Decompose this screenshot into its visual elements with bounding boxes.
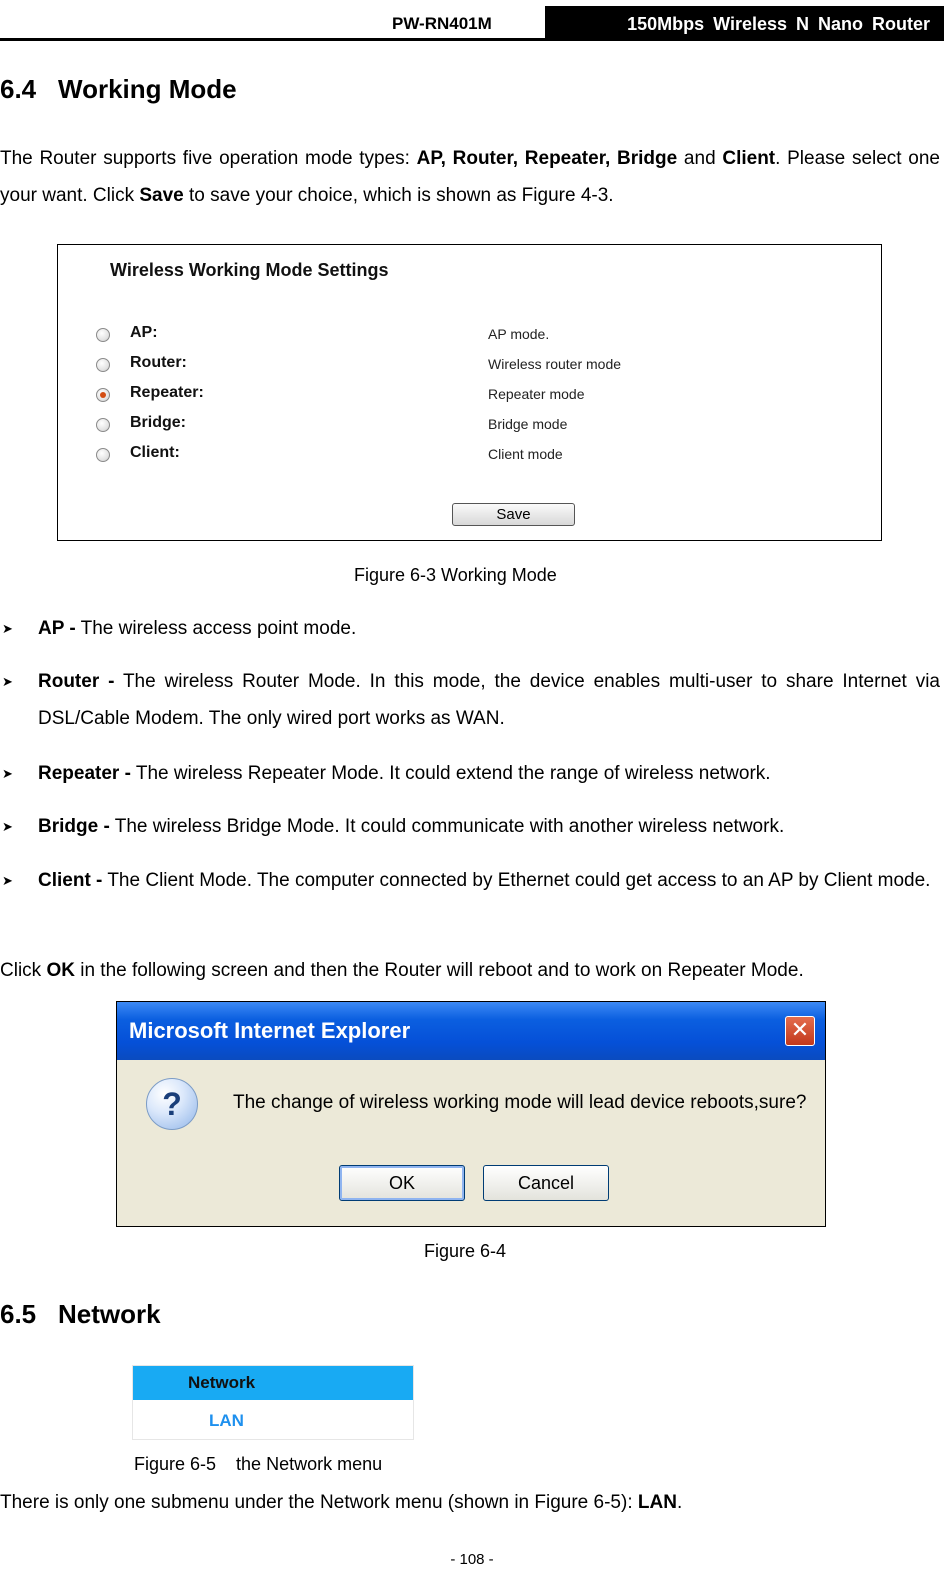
section-title: Network <box>58 1299 161 1329</box>
text-run-bold: OK <box>46 960 75 981</box>
text-run-bold: LAN <box>637 1492 677 1513</box>
header-model: PW-RN401M <box>392 14 492 33</box>
mode-description: AP mode. <box>488 326 550 342</box>
menu-item-network[interactable] <box>133 1366 413 1400</box>
radio-repeater[interactable] <box>96 388 110 402</box>
text-run: in the following screen and then the Router will reboot and to work on Repeater Mode. <box>74 960 804 981</box>
text-run: Click <box>0 960 47 981</box>
mode-row-repeater[interactable] <box>96 384 856 406</box>
bullet-bridge <box>0 808 940 845</box>
text-run: . <box>676 1492 683 1513</box>
section-title: Working Mode <box>58 74 237 104</box>
section-number: 6.5 <box>0 1299 37 1329</box>
figure-caption: Figure 6-4 <box>424 1241 507 1261</box>
dialog-body <box>121 1060 821 1222</box>
confirm-dialog <box>116 1001 826 1227</box>
mode-label: AP: <box>130 324 158 341</box>
mode-row-ap[interactable] <box>96 324 856 346</box>
mode-description: Wireless router mode <box>488 356 622 372</box>
bullet-term: AP - <box>38 618 76 639</box>
menu-label: Network <box>188 1373 256 1392</box>
bullet-text: The wireless Repeater Mode. It could extend the range of wireless network. <box>130 763 771 784</box>
intro-run-bold: AP, Router, Repeater, Bridge <box>416 148 678 169</box>
bullet-term: Router - <box>38 671 115 692</box>
radio-bridge[interactable] <box>96 418 110 432</box>
bullet-client <box>0 862 940 899</box>
arrow-bullet-icon: ➤ <box>2 674 13 689</box>
mode-row-bridge[interactable] <box>96 414 856 436</box>
mode-row-client[interactable] <box>96 444 856 466</box>
intro-run: and <box>677 148 723 169</box>
text-run: There is only one submenu under the Network menu (shown in Figure 6-5): <box>0 1492 638 1513</box>
arrow-bullet-icon: ➤ <box>2 873 13 888</box>
intro-run: The Router supports five operation mode types: <box>0 148 417 169</box>
click-ok-paragraph <box>0 952 940 989</box>
cancel-button[interactable]: Cancel <box>483 1165 609 1201</box>
network-paragraph <box>0 1484 940 1521</box>
page-number: - 108 - <box>450 1551 494 1568</box>
mode-description: Client mode <box>488 446 563 462</box>
section-heading-6-5 <box>0 1299 161 1330</box>
mode-row-router[interactable] <box>96 354 856 376</box>
intro-run: to save your choice, which is shown as Figure 4-3. <box>183 185 614 206</box>
intro-run: . Please select one your want. Click <box>0 148 940 206</box>
bullet-ap <box>0 610 940 647</box>
question-icon: ? <box>146 1078 198 1130</box>
mode-label: Repeater: <box>130 384 204 401</box>
bullet-router <box>0 663 940 737</box>
radio-ap[interactable] <box>96 328 110 342</box>
dialog-title-bar[interactable] <box>117 1002 825 1060</box>
bullet-repeater <box>0 755 940 792</box>
working-mode-settings-figure <box>57 244 882 541</box>
figure-caption: Figure 6-3 Working Mode <box>354 565 557 585</box>
network-menu-figure <box>132 1365 414 1440</box>
submenu-item-lan[interactable]: LAN <box>209 1411 244 1430</box>
bullet-text: The Client Mode. The computer connected by Ethernet could get access to an AP by Client mode. <box>102 870 931 891</box>
figure-caption: Figure 6-5 the Network menu <box>134 1454 383 1474</box>
section-heading-6-4 <box>0 74 237 105</box>
ok-button[interactable]: OK <box>339 1165 465 1201</box>
arrow-bullet-icon: ➤ <box>2 819 13 834</box>
radio-router[interactable] <box>96 358 110 372</box>
intro-paragraph <box>0 140 940 214</box>
radio-client[interactable] <box>96 448 110 462</box>
bullet-text: The wireless Router Mode. In this mode, the device enables multi-user to share Internet via DSL/Cable Modem. The only wired port works as WAN. <box>38 671 940 729</box>
save-button[interactable]: Save <box>452 503 575 526</box>
mode-description: Bridge mode <box>488 416 568 432</box>
settings-title: Wireless Working Mode Settings <box>110 260 389 280</box>
section-number: 6.4 <box>0 74 37 104</box>
intro-run-bold: Save <box>139 185 184 206</box>
bullet-term: Client - <box>38 870 103 891</box>
bullet-text: The wireless access point mode. <box>75 618 357 639</box>
dialog-title: Microsoft Internet Explorer <box>129 1018 411 1043</box>
header-divider <box>0 38 944 41</box>
close-icon[interactable]: ✕ <box>785 1016 815 1046</box>
mode-label: Bridge: <box>130 414 186 431</box>
arrow-bullet-icon: ➤ <box>2 766 13 781</box>
mode-label: Client: <box>130 444 180 461</box>
dialog-message: The change of wireless working mode will lead device reboots,sure? <box>233 1092 807 1113</box>
bullet-term: Bridge - <box>38 816 110 837</box>
mode-label: Router: <box>130 354 187 371</box>
mode-description: Repeater mode <box>488 386 585 402</box>
header-product-title: 150Mbps Wireless N Nano Router <box>545 6 944 38</box>
intro-run-bold: Client <box>722 148 776 169</box>
bullet-text: The wireless Bridge Mode. It could communicate with another wireless network. <box>109 816 785 837</box>
arrow-bullet-icon: ➤ <box>2 621 13 636</box>
bullet-term: Repeater - <box>38 763 131 784</box>
